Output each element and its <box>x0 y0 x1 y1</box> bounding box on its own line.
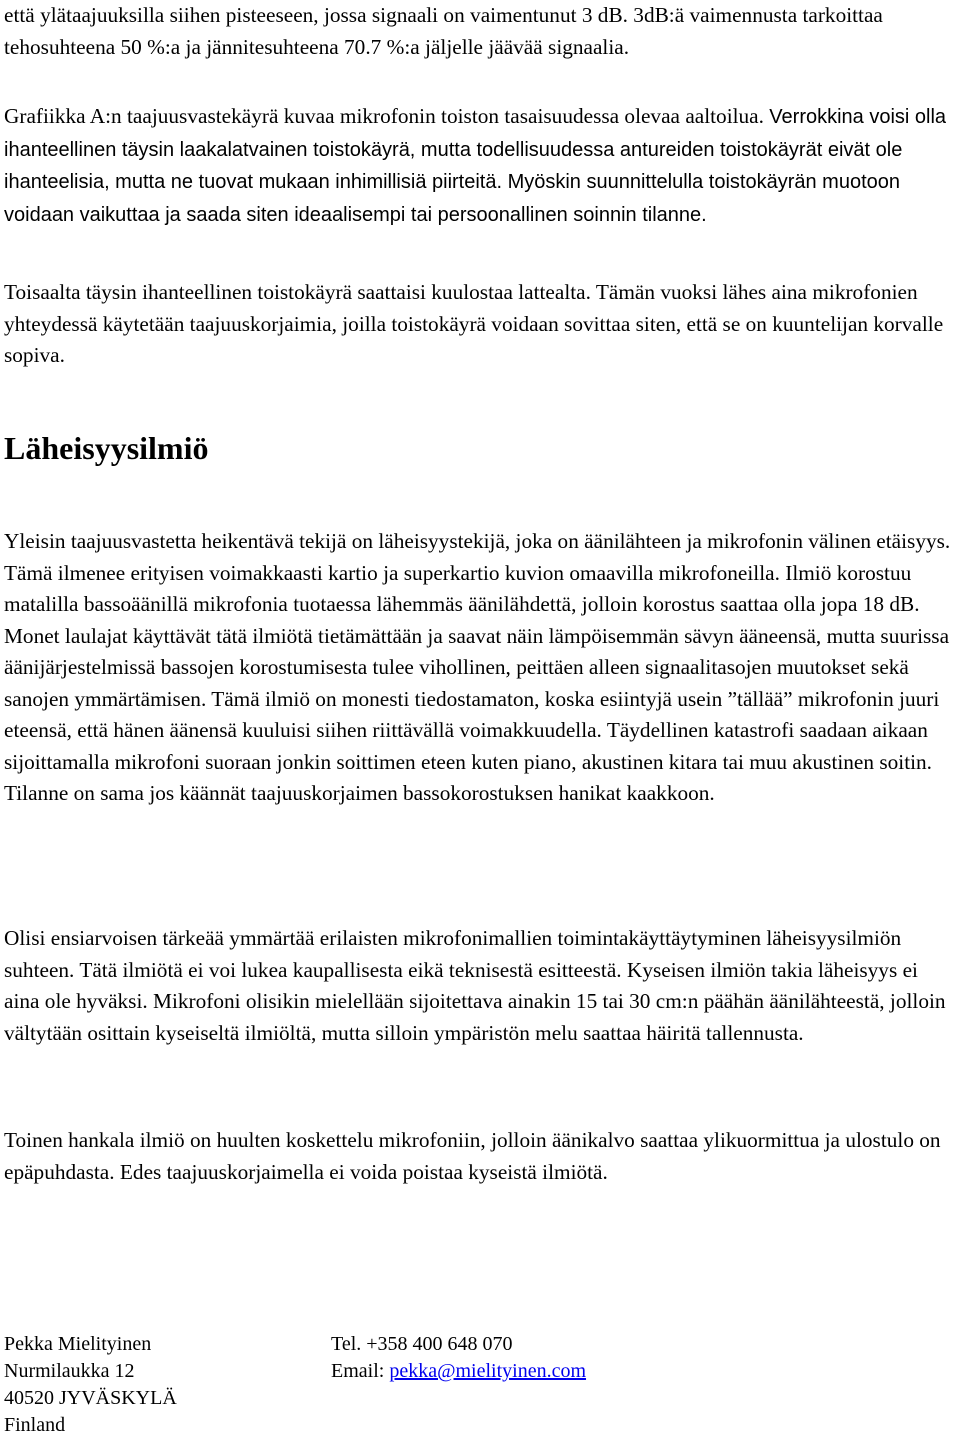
paragraph-equalizer <box>4 277 956 372</box>
paragraph-3db-explanation <box>4 0 956 63</box>
contact-email-line <box>331 1358 586 1385</box>
paragraph-mic-placement <box>4 923 956 1049</box>
paragraph-text: Toisaalta täysin ihanteellinen toistokäyrä saattaisi kuulostaa lattealta. Tämän vuoksi lähes aina mikrofonien yhteydessä käytetään taajuuskorjaimia, joilla toistokäyrä voidaan sovittaa siten, että se on kuuntelijan korvalle sopiva. <box>4 280 944 367</box>
contact-name: Pekka Mielityinen <box>4 1333 152 1355</box>
paragraph-lip-contact <box>4 1125 956 1188</box>
contact-street: Nurmilaukka 12 <box>4 1360 135 1382</box>
section-heading: Läheisyysilmiö <box>4 430 209 466</box>
contact-city: 40520 JYVÄSKYLÄ <box>4 1387 177 1409</box>
paragraph-frequency-response <box>4 101 956 231</box>
paragraph-text: Olisi ensiarvoisen tärkeää ymmärtää erilaisten mikrofonimallien toimintakäyttäytyminen läheisyysilmiön suhteen. Tätä ilmiötä ei voi lukea kaupallisesta eikä teknisestä esitteestä. Kyseisen ilmiön takia läheisyys ei aina ole hyväksi. Mikrofoni olisikin mielellään sijoitettava ainakin 15 tai 30 cm:n päähän äänilähteestä, jolloin vältytään osittain kyseiseltä ilmiöltä, mutta silloin ympäristön melu saattaa häiritä tallennusta. <box>4 926 946 1045</box>
contact-block <box>331 1331 586 1385</box>
paragraph-text-serif: Grafiikka A:n taajuusvastekäyrä kuvaa mikrofonin toiston tasaisuudessa olevaa aaltoilua. <box>4 104 770 128</box>
email-label: Email: <box>331 1360 390 1382</box>
paragraph-proximity-effect <box>4 526 956 810</box>
address-block <box>4 1331 177 1439</box>
paragraph-text: että ylätaajuuksilla siihen pisteeseen, jossa signaali on vaimentunut 3 dB. 3dB:ä vaimennusta tarkoittaa tehosuhteena 50 %:a ja jännitesuhteena 70.7 %:a jäljelle jäävää signaalia. <box>4 3 883 59</box>
paragraph-text: Yleisin taajuusvastetta heikentävä tekijä on läheisyystekijä, joka on äänilähteen ja mikrofonin välinen etäisyys. Tämä ilmenee erityisen voimakkaasti kartio ja superkartio kuvion omaavilla mikrofoneilla. Ilmiö korostuu matalilla bassoäänillä mikrofonia tuotaessa lähemmäs äänilähdettä, jolloin korostus saattaa olla jopa 18 dB. Monet laulajat käyttävät tätä ilmiötä tietämättään ja saavat näin lämpöisemmän sävyn ääneensä, mutta suurissa äänijärjestelmissä bassojen korostumisesta tulee vihollinen, peittäen alleen signaalitasojen muutokset sekä sanojen ymmärtämisen. Tämä ilmiö on monesti tiedostamaton, koska esiintyjä usein ”tällää” mikrofonin juuri eteensä, että hänen äänensä kuuluisi siihen riittävällä voimakkuudella. Täydellinen katastrofi saadaan aikaan sijoittamalla mikrofoni suoraan jonkin soittimen eteen kuten piano, akustinen kitara tai muu akustinen soitin. Tilanne on sama jos käännät taajuuskorjaimen bassokorostuksen hanikat kaakkoon. <box>4 529 951 805</box>
paragraph-text: Toinen hankala ilmiö on huulten koskettelu mikrofoniin, jolloin äänikalvo saattaa ylikuormittua ja ulostulo on epäpuhdasta. Edes taajuuskorjaimella ei voida poistaa kyseistä ilmiötä. <box>4 1128 941 1184</box>
contact-country: Finland <box>4 1414 66 1436</box>
email-link[interactable]: pekka@mielityinen.com <box>389 1360 587 1382</box>
paragraph-text-sans: Verrokkina voisi olla ihanteellinen täysin laakalatvainen toistokäyrä, mutta todellisuudessa antureiden toistokäyrät eivät ole ihanteelisia, mutta ne tuovat mukaan inhimillisiä piirteitä. Myöskin suunnittelulla toistokäyrän muotoon voidaan vaikuttaa ja saada siten ideaalisempi tai persoonallinen soinnin tilanne. <box>4 106 947 226</box>
contact-phone: Tel. +358 400 648 070 <box>331 1333 513 1355</box>
